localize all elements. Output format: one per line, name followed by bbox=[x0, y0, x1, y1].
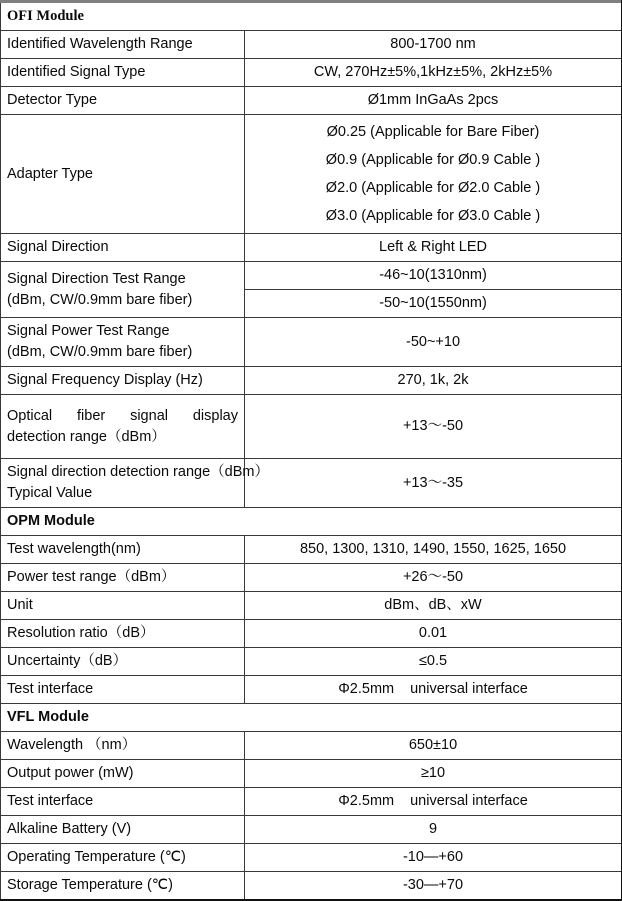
row-label-line2: Typical Value bbox=[7, 485, 92, 501]
row-value-resolution-ratio: 0.01 bbox=[245, 620, 622, 648]
table-row bbox=[1, 536, 622, 564]
row-label-wavelength-vfl: Wavelength （nm） bbox=[1, 732, 245, 760]
test-interface-diameter: Φ2.5mm bbox=[338, 793, 394, 809]
row-value-optical-fiber-signal-display-detection-range: +13～-50 bbox=[245, 395, 622, 459]
row-value-signal-direction: Left & Right LED bbox=[245, 234, 622, 262]
table-row bbox=[1, 115, 622, 234]
row-label-storage-temperature: Storage Temperature (℃) bbox=[1, 872, 245, 901]
table-row bbox=[1, 648, 622, 676]
test-interface-description: universal interface bbox=[410, 793, 528, 809]
section-title-opm: OPM Module bbox=[1, 508, 622, 536]
row-value-operating-temperature: -10—+60 bbox=[245, 844, 622, 872]
table-row bbox=[1, 760, 622, 788]
adapter-type-line: Ø0.25 (Applicable for Bare Fiber) bbox=[251, 118, 615, 146]
table-row bbox=[1, 87, 622, 115]
table-row bbox=[1, 732, 622, 760]
row-label-line1: Signal Direction Test Range bbox=[7, 271, 186, 287]
row-label-line1: Signal direction detection range（dBm） bbox=[7, 464, 269, 480]
test-interface-diameter: Φ2.5mm bbox=[338, 681, 394, 697]
row-value-adapter-type bbox=[245, 115, 622, 234]
row-label-alkaline-battery: Alkaline Battery (V) bbox=[1, 816, 245, 844]
row-value-alkaline-battery: 9 bbox=[245, 816, 622, 844]
adapter-type-line: Ø3.0 (Applicable for Ø3.0 Cable ) bbox=[251, 202, 615, 230]
row-value-identified-signal-type: CW, 270Hz±5%,1kHz±5%, 2kHz±5% bbox=[245, 59, 622, 87]
row-value-signal-power-test-range: -50~+10 bbox=[245, 318, 622, 367]
row-label-identified-signal-type: Identified Signal Type bbox=[1, 59, 245, 87]
section-header-row-opm bbox=[1, 508, 622, 536]
row-label-test-interface-opm: Test interface bbox=[1, 676, 245, 704]
row-label-test-wavelength: Test wavelength(nm) bbox=[1, 536, 245, 564]
table-row bbox=[1, 676, 622, 704]
row-label-line2: (dBm, CW/0.9mm bare fiber) bbox=[7, 292, 192, 308]
table-row bbox=[1, 872, 622, 901]
table-row bbox=[1, 395, 622, 459]
section-header-row-ofi bbox=[1, 2, 622, 31]
table-row bbox=[1, 788, 622, 816]
row-label-signal-direction-test-range bbox=[1, 262, 245, 318]
test-interface-description: universal interface bbox=[410, 681, 528, 697]
row-value-signal-direction-test-range-1550: -50~10(1550nm) bbox=[245, 290, 622, 318]
row-value-signal-direction-test-range-1310: -46~10(1310nm) bbox=[245, 262, 622, 290]
row-value-storage-temperature: -30—+70 bbox=[245, 872, 622, 901]
table-row bbox=[1, 234, 622, 262]
row-label-signal-direction-detection-range bbox=[1, 459, 245, 508]
adapter-type-line: Ø2.0 (Applicable for Ø2.0 Cable ) bbox=[251, 174, 615, 202]
row-label-signal-direction: Signal Direction bbox=[1, 234, 245, 262]
row-value-identified-wavelength-range: 800-1700 nm bbox=[245, 31, 622, 59]
row-value-wavelength-vfl: 650±10 bbox=[245, 732, 622, 760]
table-row bbox=[1, 620, 622, 648]
row-value-power-test-range: +26～-50 bbox=[245, 564, 622, 592]
row-value-test-wavelength: 850, 1300, 1310, 1490, 1550, 1625, 1650 bbox=[245, 536, 622, 564]
row-label-test-interface-vfl: Test interface bbox=[1, 788, 245, 816]
row-label-unit: Unit bbox=[1, 592, 245, 620]
row-label-line1: Signal Power Test Range bbox=[7, 323, 170, 339]
row-value-test-interface-opm bbox=[245, 676, 622, 704]
table-row bbox=[1, 262, 622, 290]
row-label-line2: (dBm, CW/0.9mm bare fiber) bbox=[7, 344, 192, 360]
row-label-identified-wavelength-range: Identified Wavelength Range bbox=[1, 31, 245, 59]
table-row bbox=[1, 367, 622, 395]
section-header-row-vfl bbox=[1, 704, 622, 732]
row-label-detector-type: Detector Type bbox=[1, 87, 245, 115]
row-label-signal-power-test-range bbox=[1, 318, 245, 367]
table-row bbox=[1, 59, 622, 87]
table-row bbox=[1, 459, 622, 508]
section-title-vfl: VFL Module bbox=[1, 704, 622, 732]
table-row bbox=[1, 592, 622, 620]
table-row bbox=[1, 844, 622, 872]
table-row bbox=[1, 564, 622, 592]
row-label-uncertainty: Uncertainty（dB） bbox=[1, 648, 245, 676]
table-row bbox=[1, 318, 622, 367]
row-value-uncertainty: ≤0.5 bbox=[245, 648, 622, 676]
row-value-detector-type: Ø1mm InGaAs 2pcs bbox=[245, 87, 622, 115]
row-value-signal-frequency-display: 270, 1k, 2k bbox=[245, 367, 622, 395]
row-value-output-power: ≥10 bbox=[245, 760, 622, 788]
row-value-unit: dBm、dB、xW bbox=[245, 592, 622, 620]
row-value-signal-direction-detection-range: +13～-35 bbox=[245, 459, 622, 508]
row-label-operating-temperature: Operating Temperature (℃) bbox=[1, 844, 245, 872]
section-title-ofi: OFI Module bbox=[1, 2, 622, 31]
row-label-adapter-type: Adapter Type bbox=[1, 115, 245, 234]
adapter-type-line: Ø0.9 (Applicable for Ø0.9 Cable ) bbox=[251, 146, 615, 174]
row-label-signal-frequency-display: Signal Frequency Display (Hz) bbox=[1, 367, 245, 395]
row-value-test-interface-vfl bbox=[245, 788, 622, 816]
table-row bbox=[1, 31, 622, 59]
row-label-output-power: Output power (mW) bbox=[1, 760, 245, 788]
row-label-resolution-ratio: Resolution ratio（dB） bbox=[1, 620, 245, 648]
row-label-power-test-range: Power test range（dBm） bbox=[1, 564, 245, 592]
row-label-optical-fiber-signal-display-detection-range: Optical fiber signal display detection range（dBm） bbox=[1, 395, 245, 459]
table-row bbox=[1, 816, 622, 844]
